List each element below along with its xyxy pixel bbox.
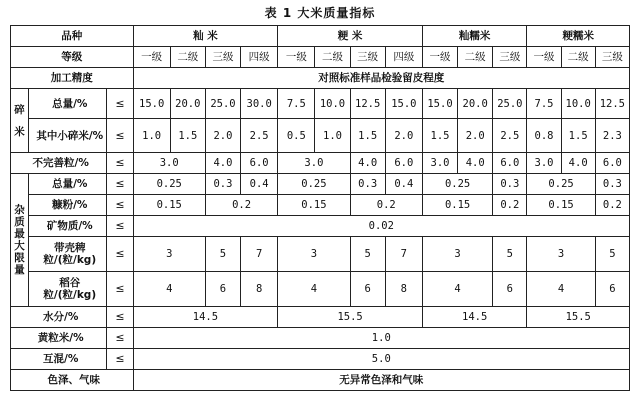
value-cell: 0.25 [133,174,205,195]
yellow-value: 1.0 [133,328,629,349]
value-cell: 2.0 [385,119,422,153]
value-cell: 0.8 [527,119,561,153]
grade-cell: 三级 [350,47,385,68]
value-cell: 15.5 [278,307,423,328]
value-cell: 7 [241,237,278,272]
value-cell: 3.0 [422,153,457,174]
bran-row [11,195,630,216]
value-cell: 30.0 [241,89,278,119]
grade-cell: 一级 [278,47,315,68]
value-cell: 0.3 [350,174,385,195]
value-cell: 14.5 [422,307,526,328]
value-cell: 4.0 [561,153,595,174]
value-cell: 2.3 [595,119,629,153]
table-title: 表 1 大米质量指标 [264,6,376,20]
bran-label: 糠粉/% [29,195,107,216]
value-cell: 8 [241,272,278,307]
value-cell: 0.2 [595,195,629,216]
value-cell: 0.15 [133,195,205,216]
value-cell: 15.0 [422,89,457,119]
value-cell: 5 [595,237,629,272]
grade-label: 等级 [11,47,134,68]
precision-row [11,68,630,89]
value-cell: 14.5 [133,307,278,328]
value-cell: 6.0 [385,153,422,174]
value-cell: 7.5 [527,89,561,119]
value-cell: 1.0 [133,119,170,153]
variety-indica: 籼 米 [133,26,278,47]
value-cell: 2.0 [458,119,493,153]
value-cell: 7 [385,237,422,272]
le-symbol: ≤ [107,272,133,307]
color-label: 色泽、气味 [11,370,134,391]
grade-cell: 四级 [241,47,278,68]
impurity-category [11,174,29,307]
value-cell: 15.0 [133,89,170,119]
grade-cell: 二级 [170,47,205,68]
grade-cell: 一级 [133,47,170,68]
le-symbol: ≤ [107,328,133,349]
value-cell: 1.0 [315,119,350,153]
value-cell: 0.3 [493,174,527,195]
broken-total-row [11,89,630,119]
value-cell: 4 [527,272,595,307]
value-cell: 6 [205,272,240,307]
variety-header-row [11,26,630,47]
value-cell: 20.0 [458,89,493,119]
mineral-row [11,216,630,237]
paddy-label: 稻谷粒/(粒/kg) [29,272,107,307]
value-cell: 3 [422,237,492,272]
le-symbol: ≤ [107,237,133,272]
value-cell: 5 [350,237,385,272]
value-cell: 0.5 [278,119,315,153]
value-cell: 0.25 [278,174,350,195]
value-cell: 4 [278,272,350,307]
le-symbol: ≤ [107,89,133,119]
value-cell: 6.0 [241,153,278,174]
value-cell: 0.15 [422,195,492,216]
impurity-total-row [11,174,630,195]
precision-label: 加工精度 [11,68,134,89]
yellow-row [11,328,630,349]
le-symbol: ≤ [107,153,133,174]
value-cell: 5 [205,237,240,272]
yellow-label: 黄粒米/% [11,328,107,349]
grade-header-row [11,47,630,68]
value-cell: 0.3 [595,174,629,195]
impurity-char: 大 [14,240,25,252]
grade-cell: 二级 [458,47,493,68]
moisture-row [11,307,630,328]
impurity-char: 限 [14,252,25,264]
grade-cell: 三级 [205,47,240,68]
impurity-total-label: 总量/% [29,174,107,195]
value-cell: 1.5 [170,119,205,153]
le-symbol: ≤ [107,119,133,153]
value-cell: 10.0 [315,89,350,119]
value-cell: 3 [133,237,205,272]
value-cell: 2.0 [205,119,240,153]
impurity-char: 量 [14,264,25,276]
grade-cell: 三级 [493,47,527,68]
value-cell: 3.0 [278,153,350,174]
impurity-char: 最 [14,228,25,240]
variety-label: 品种 [11,26,134,47]
grade-cell: 一级 [422,47,457,68]
mixed-row [11,349,630,370]
impurity-char: 质 [14,216,25,228]
value-cell: 12.5 [595,89,629,119]
broken-total-label: 总量/% [29,89,107,119]
imperfect-row [11,153,630,174]
value-cell: 0.15 [278,195,350,216]
broken-category-text: 碎米 [14,103,25,138]
value-cell: 15.5 [527,307,630,328]
value-cell: 4.0 [350,153,385,174]
grade-cell: 三级 [595,47,629,68]
value-cell: 8 [385,272,422,307]
value-cell: 5 [493,237,527,272]
value-cell: 3.0 [133,153,205,174]
color-value: 无异常色泽和气味 [133,370,629,391]
value-cell: 0.4 [241,174,278,195]
grade-cell: 二级 [561,47,595,68]
value-cell: 4 [133,272,205,307]
variety-glutinous-japonica: 粳糯米 [527,26,630,47]
value-cell: 12.5 [350,89,385,119]
value-cell: 6 [493,272,527,307]
value-cell: 3 [527,237,595,272]
le-symbol: ≤ [107,174,133,195]
le-symbol: ≤ [107,216,133,237]
value-cell: 6.0 [493,153,527,174]
value-cell: 4.0 [458,153,493,174]
broken-small-label: 其中小碎米/% [29,119,107,153]
value-cell: 15.0 [385,89,422,119]
broken-small-row [11,119,630,153]
grade-cell: 一级 [527,47,561,68]
value-cell: 0.15 [527,195,595,216]
value-cell: 0.25 [422,174,492,195]
paddy-row [11,272,630,307]
value-cell: 4.0 [205,153,240,174]
le-symbol: ≤ [107,307,133,328]
value-cell: 0.4 [385,174,422,195]
grade-cell: 四级 [385,47,422,68]
value-cell: 3 [278,237,350,272]
value-cell: 0.2 [350,195,422,216]
imperfect-label: 不完善粒/% [11,153,107,174]
value-cell: 6 [595,272,629,307]
le-symbol: ≤ [107,349,133,370]
broken-category [11,89,29,153]
moisture-label: 水分/% [11,307,107,328]
value-cell: 6 [350,272,385,307]
value-cell: 3.0 [527,153,561,174]
rice-quality-table [10,25,630,391]
value-cell: 0.2 [205,195,277,216]
grade-cell: 二级 [315,47,350,68]
mixed-value: 5.0 [133,349,629,370]
husked-label: 带壳稗粒/(粒/kg) [29,237,107,272]
precision-value: 对照标准样品检验留皮程度 [133,68,629,89]
husked-row [11,237,630,272]
value-cell: 20.0 [170,89,205,119]
value-cell: 25.0 [493,89,527,119]
color-row [11,370,630,391]
value-cell: 4 [422,272,492,307]
impurity-char: 杂 [14,204,25,216]
value-cell: 7.5 [278,89,315,119]
value-cell: 1.5 [561,119,595,153]
mineral-value: 0.02 [133,216,629,237]
mineral-label: 矿物质/% [29,216,107,237]
value-cell: 25.0 [205,89,240,119]
value-cell: 6.0 [595,153,629,174]
value-cell: 2.5 [241,119,278,153]
value-cell: 1.5 [350,119,385,153]
le-symbol: ≤ [107,195,133,216]
variety-glutinous-indica: 籼糯米 [422,26,526,47]
variety-japonica: 粳 米 [278,26,423,47]
value-cell: 2.5 [493,119,527,153]
value-cell: 0.2 [493,195,527,216]
value-cell: 10.0 [561,89,595,119]
mixed-label: 互混/% [11,349,107,370]
value-cell: 0.25 [527,174,595,195]
value-cell: 0.3 [205,174,240,195]
value-cell: 1.5 [422,119,457,153]
